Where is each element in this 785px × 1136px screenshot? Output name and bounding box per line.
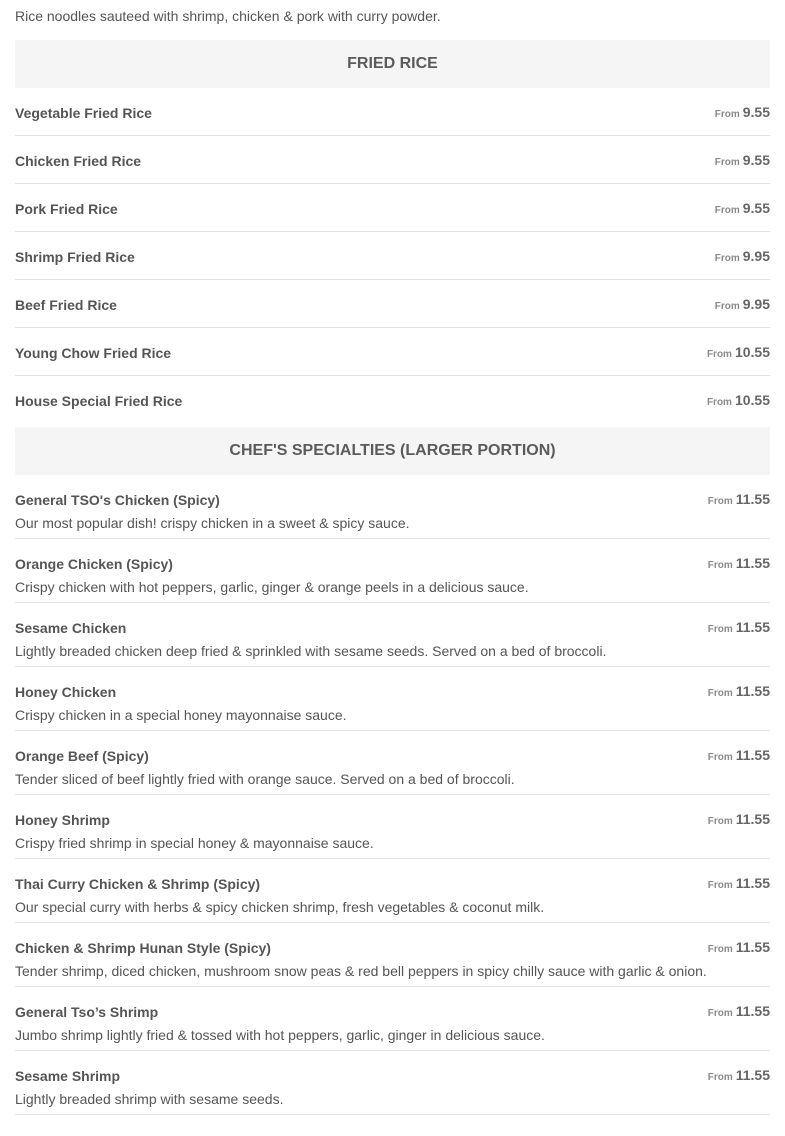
menu-item-name: Honey Chicken: [15, 684, 117, 700]
price-from-label: From: [706, 349, 732, 360]
price-from-label: From: [707, 944, 733, 955]
menu-item-price: [708, 491, 770, 509]
price-amount: 9.55: [742, 104, 770, 120]
menu-item[interactable]: [15, 731, 770, 795]
menu-item-name: Beef Fried Rice: [15, 297, 117, 313]
menu-item-name: Sesame Shrimp: [15, 1068, 121, 1084]
price-from-label: From: [714, 301, 740, 312]
menu-item-description: Lightly breaded chicken deep fried & sprinkled with sesame seeds. Served on a bed of broccoli.: [15, 643, 607, 659]
price-from-label: From: [707, 560, 733, 571]
menu-item-name: Orange Beef (Spicy): [15, 748, 149, 764]
price-amount: 9.55: [742, 152, 770, 168]
menu-item[interactable]: [15, 603, 770, 667]
price-amount: 10.55: [734, 344, 770, 360]
menu-item-description: Jumbo shrimp lightly fried & tossed with hot peppers, garlic, ginger in delicious sauce.: [15, 1027, 545, 1043]
section-header-chefs-specialties: CHEF'S SPECIALTIES (LARGER PORTION): [15, 427, 770, 475]
menu-item[interactable]: [15, 184, 770, 232]
menu-item-name: Pork Fried Rice: [15, 201, 118, 217]
menu-item-price: [708, 683, 770, 701]
price-from-label: From: [707, 1072, 733, 1083]
price-from-label: From: [714, 109, 740, 120]
menu-item-description: Tender shrimp, diced chicken, mushroom snow peas & red bell peppers in spicy chilly sauce with garlic & onion.: [15, 963, 707, 979]
menu-item-name: Vegetable Fried Rice: [15, 105, 152, 121]
price-amount: 9.55: [742, 200, 770, 216]
menu-item[interactable]: [15, 328, 770, 376]
price-from-label: From: [714, 253, 740, 264]
price-amount: 11.55: [735, 619, 770, 635]
menu-item-name: Chicken Fried Rice: [15, 153, 142, 169]
menu-item-price: [708, 1003, 770, 1021]
menu-item-price: [708, 555, 770, 573]
menu-item-name: General Tso’s Shrimp: [15, 1004, 159, 1020]
menu-item-price: [715, 104, 770, 122]
price-from-label: From: [707, 1008, 733, 1019]
menu-item-price: [715, 152, 770, 170]
menu-item-price: [708, 875, 770, 893]
section-header-fried-rice: FRIED RICE: [15, 40, 770, 88]
price-amount: 10.55: [734, 392, 770, 408]
menu-item[interactable]: [15, 923, 770, 987]
price-from-label: From: [714, 205, 740, 216]
menu-item-price: [715, 200, 770, 218]
menu-item-price: [708, 619, 770, 637]
menu-item-name: Sesame Chicken: [15, 620, 127, 636]
menu-list: [15, 0, 770, 1115]
menu-item-description: Crispy fried shrimp in special honey & mayonnaise sauce.: [15, 835, 374, 851]
price-amount: 11.55: [735, 555, 770, 571]
price-from-label: From: [707, 496, 733, 507]
menu-item-name: Chicken & Shrimp Hunan Style (Spicy): [15, 940, 271, 956]
menu-item-name: Honey Shrimp: [15, 812, 110, 828]
price-amount: 9.95: [742, 248, 770, 264]
menu-item-price: [708, 1067, 770, 1085]
menu-item-name: Shrimp Fried Rice: [15, 249, 135, 265]
menu-item-name: General TSO's Chicken (Spicy): [15, 492, 220, 508]
menu-item-description: Crispy chicken with hot peppers, garlic, ginger & orange peels in a delicious sauce.: [15, 579, 529, 595]
menu-item-price: [708, 939, 770, 957]
menu-item[interactable]: [15, 1051, 770, 1115]
menu-item[interactable]: [15, 280, 770, 328]
menu-item-price: [708, 747, 770, 765]
menu-item-price: [715, 296, 770, 314]
menu-item[interactable]: [15, 667, 770, 731]
price-amount: 11.55: [735, 683, 770, 699]
menu-item[interactable]: [15, 232, 770, 280]
menu-item-name: Orange Chicken (Spicy): [15, 556, 173, 572]
price-from-label: From: [707, 752, 733, 763]
menu-item-price: [707, 344, 770, 362]
menu-item[interactable]: [15, 859, 770, 923]
price-from-label: From: [707, 624, 733, 635]
price-amount: 11.55: [735, 811, 770, 827]
menu-item-name: Thai Curry Chicken & Shrimp (Spicy): [15, 876, 261, 892]
menu-item[interactable]: [15, 136, 770, 184]
previous-item-partial: [15, 0, 770, 40]
price-from-label: From: [706, 397, 732, 408]
price-amount: 9.95: [742, 296, 770, 312]
menu-item[interactable]: [15, 539, 770, 603]
price-amount: 11.55: [735, 1067, 770, 1083]
previous-item-description: Rice noodles sauteed with shrimp, chicken & pork with curry powder.: [15, 8, 441, 24]
price-amount: 11.55: [735, 747, 770, 763]
menu-item[interactable]: [15, 376, 770, 423]
menu-item-description: Tender sliced of beef lightly fried with orange sauce. Served on a bed of broccoli.: [15, 771, 515, 787]
price-from-label: From: [707, 688, 733, 699]
menu-item-name: House Special Fried Rice: [15, 393, 183, 409]
menu-item-description: Our most popular dish! crispy chicken in a sweet & spicy sauce.: [15, 515, 410, 531]
menu-item-description: Our special curry with herbs & spicy chicken shrimp, fresh vegetables & coconut milk.: [15, 899, 545, 915]
price-from-label: From: [714, 157, 740, 168]
price-from-label: From: [707, 816, 733, 827]
menu-item-price: [715, 248, 770, 266]
price-from-label: From: [707, 880, 733, 891]
menu-item-price: [707, 392, 770, 410]
menu-item[interactable]: [15, 795, 770, 859]
menu-item-name: Young Chow Fried Rice: [15, 345, 172, 361]
menu-item[interactable]: [15, 475, 770, 539]
price-amount: 11.55: [735, 1003, 770, 1019]
price-amount: 11.55: [735, 939, 770, 955]
menu-item-description: Lightly breaded shrimp with sesame seeds.: [15, 1091, 284, 1107]
menu-item-price: [708, 811, 770, 829]
price-amount: 11.55: [735, 491, 770, 507]
menu-item-description: Crispy chicken in a special honey mayonnaise sauce.: [15, 707, 347, 723]
menu-item[interactable]: [15, 987, 770, 1051]
menu-item[interactable]: [15, 88, 770, 136]
price-amount: 11.55: [735, 875, 770, 891]
